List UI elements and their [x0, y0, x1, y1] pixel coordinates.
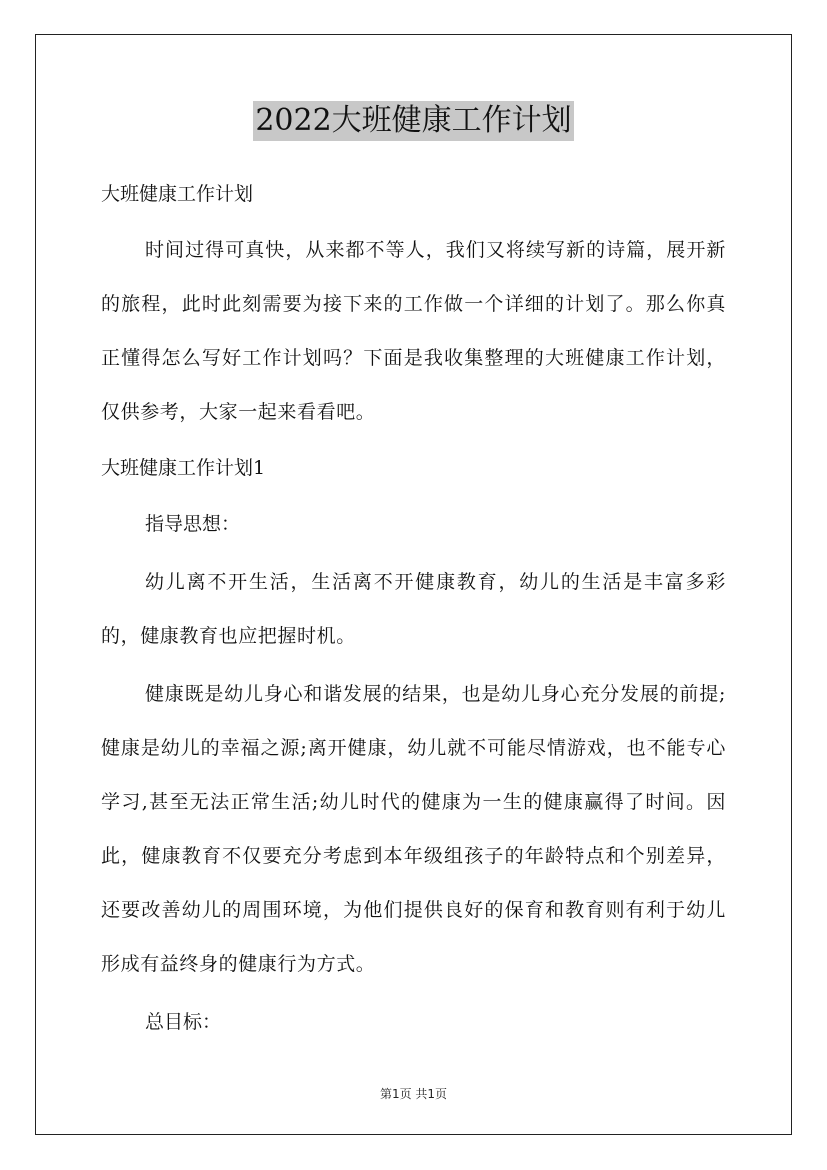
document-body: [101, 165, 726, 1049]
goal-label: 总目标：: [145, 1011, 222, 1033]
title-container: [0, 101, 827, 141]
guiding-label: 指导思想：: [145, 513, 241, 535]
document-subtitle: 大班健康工作计划: [101, 183, 254, 205]
intro-paragraph: 时间过得可真快，从来都不等人，我们又将续写新的诗篇，展开新的旅程，此时此刻需要为接下来的工作做一个详细的计划了。那么你真正懂得怎么写好工作计划吗？下面是我收集整理的大班健康工作计划，仅供参考，大家一起来看看吧。: [101, 239, 726, 423]
document-title: 2022大班健康工作计划: [253, 101, 573, 141]
paragraph-1: 幼儿离不开生活，生活离不开健康教育，幼儿的生活是丰富多彩的，健康教育也应把握时机。: [101, 571, 726, 647]
paragraph-2: 健康既是幼儿身心和谐发展的结果，也是幼儿身心充分发展的前提;健康是幼儿的幸福之源;离开健康，幼儿就不可能尽情游戏，也不能专心学习,甚至无法正常生活;幼儿时代的健康为一生的健康赢得了时间。因此，健康教育不仅要充分考虑到本年级组孩子的年龄特点和个别差异，还要改善幼儿的周围环境，为他们提供良好的保育和教育则有利于幼儿形成有益终身的健康行为方式。: [101, 683, 726, 975]
section-heading: 大班健康工作计划1: [101, 457, 266, 479]
page-footer: 第1页 共1页: [379, 1087, 448, 1101]
